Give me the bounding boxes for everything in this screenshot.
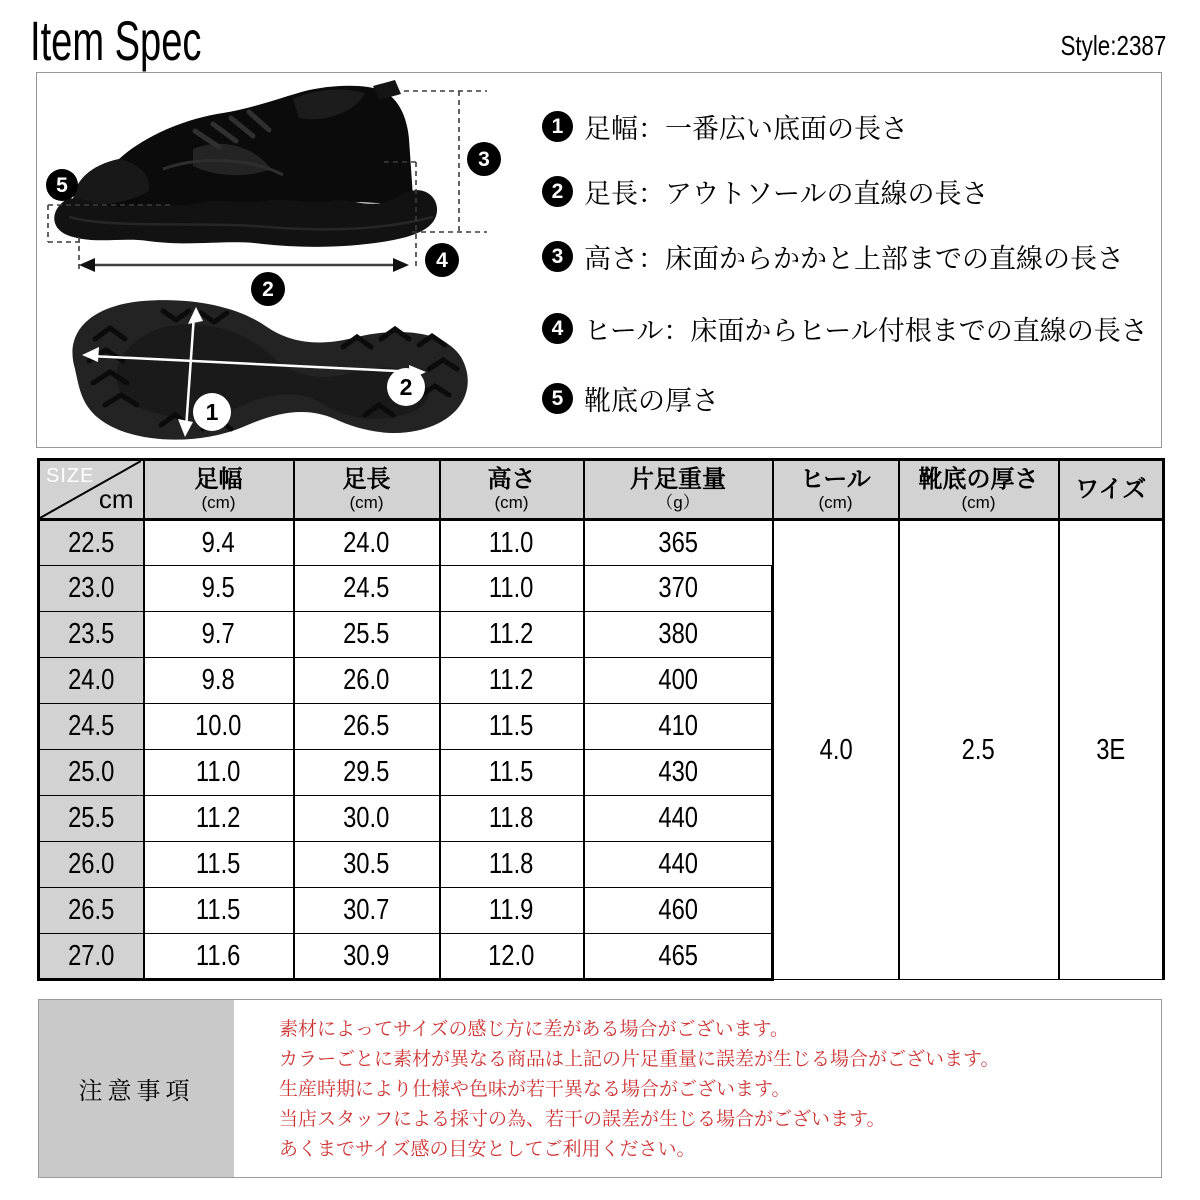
cell-foot-length: 26.0	[294, 658, 440, 704]
notes-body	[234, 1000, 1161, 1177]
column-header-heel: ヒール (cm)	[773, 460, 899, 520]
cell-foot-width: 11.0	[144, 750, 294, 796]
legend-number-badge: 5	[542, 383, 573, 414]
cell-foot-length: 24.0	[294, 520, 440, 566]
notes-line: 素材によってサイズの感じ方に差がある場合がございます。	[279, 1019, 789, 1040]
legend-item-2	[542, 172, 988, 211]
column-header-sole-thickness: 靴底の厚さ (cm)	[899, 460, 1059, 520]
cell-height: 11.0	[440, 520, 584, 566]
cell-size: 26.5	[39, 888, 144, 934]
cell-foot-width: 9.4	[144, 520, 294, 566]
notes-line: 生産時期により仕様や色味が若干異なる場合がございます。	[279, 1079, 791, 1100]
cell-foot-width: 11.6	[144, 934, 294, 980]
legend-item-1	[542, 107, 908, 146]
cell-size: 24.0	[39, 658, 144, 704]
cell-foot-length: 24.5	[294, 566, 440, 612]
cell-foot-width: 10.0	[144, 704, 294, 750]
measure-marker-3	[467, 142, 501, 176]
cell-height: 12.0	[440, 934, 584, 980]
notes-label: 注意事項	[39, 1000, 234, 1177]
cell-merged-width_grade: 3E	[1059, 520, 1164, 980]
size-table	[37, 458, 1165, 981]
corner-unit-label: cm	[98, 484, 134, 514]
cell-height: 11.2	[440, 658, 584, 704]
size-table-body	[39, 520, 1164, 980]
cell-foot-width: 11.2	[144, 796, 294, 842]
cell-weight: 370	[584, 566, 773, 612]
cell-foot-length: 26.5	[294, 704, 440, 750]
cell-size: 27.0	[39, 934, 144, 980]
cell-foot-length: 29.5	[294, 750, 440, 796]
cell-size: 23.5	[39, 612, 144, 658]
cell-height: 11.8	[440, 842, 584, 888]
marker-5-label: 5	[56, 174, 68, 197]
legend-text: 足幅：一番広い底面の長さ	[584, 114, 908, 144]
cell-foot-width: 9.8	[144, 658, 294, 704]
column-header-height: 高さ (cm)	[440, 460, 584, 520]
notes-box	[38, 999, 1162, 1178]
legend-item-4	[542, 309, 1148, 348]
legend-text: ヒール：床面からヒール付根までの直線の長さ	[584, 316, 1148, 346]
cell-size: 23.0	[39, 566, 144, 612]
measure-marker-4	[425, 243, 459, 277]
legend-item-5	[542, 379, 719, 418]
cell-merged-sole_thickness: 2.5	[899, 520, 1059, 980]
cell-weight: 465	[584, 934, 773, 980]
column-header-foot-width: 足幅 (cm)	[144, 460, 294, 520]
shoe-diagram	[43, 77, 543, 447]
cell-foot-width: 9.5	[144, 566, 294, 612]
cell-foot-length: 30.0	[294, 796, 440, 842]
legend-number-badge: 4	[542, 313, 573, 344]
measurement-diagram-box	[36, 72, 1162, 448]
marker-3-label: 3	[478, 148, 490, 171]
cell-height: 11.0	[440, 566, 584, 612]
legend-number-badge: 2	[542, 176, 573, 207]
legend-text: 靴底の厚さ	[584, 386, 719, 416]
cell-foot-length: 30.7	[294, 888, 440, 934]
table-corner-cell	[39, 460, 144, 520]
size-row	[39, 520, 1164, 566]
column-header-weight: 片足重量 （g）	[584, 460, 773, 520]
cell-size: 22.5	[39, 520, 144, 566]
marker-2-side-label: 2	[262, 278, 274, 301]
cell-merged-heel: 4.0	[773, 520, 899, 980]
cell-foot-length: 25.5	[294, 612, 440, 658]
cell-foot-length: 30.9	[294, 934, 440, 980]
measure-marker-1-sole	[193, 393, 231, 431]
cell-size: 24.5	[39, 704, 144, 750]
cell-foot-width: 11.5	[144, 888, 294, 934]
cell-height: 11.5	[440, 750, 584, 796]
legend-item-3	[542, 237, 1124, 276]
cell-weight: 460	[584, 888, 773, 934]
cell-height: 11.8	[440, 796, 584, 842]
notes-line: あくまでサイズ感の目安としてご利用ください。	[279, 1139, 696, 1160]
legend-text: 足長：アウトソールの直線の長さ	[584, 179, 989, 209]
notes-line: カラーごとに素材が異なる商品は上記の片足重量に誤差が生じる場合がございます。	[279, 1049, 1000, 1070]
cell-height: 11.2	[440, 612, 584, 658]
measure-marker-2-sole	[387, 368, 425, 406]
legend-number-badge: 1	[542, 111, 573, 142]
page-title: Item Spec	[30, 9, 202, 72]
cell-weight: 380	[584, 612, 773, 658]
marker-4-label: 4	[436, 249, 448, 272]
cell-weight: 365	[584, 520, 773, 566]
cell-size: 25.0	[39, 750, 144, 796]
column-header-foot-length: 足長 (cm)	[294, 460, 440, 520]
legend-text: 高さ：床面からかかと上部までの直線の長さ	[584, 244, 1124, 274]
cell-weight: 410	[584, 704, 773, 750]
cell-foot-width: 9.7	[144, 612, 294, 658]
cell-height: 11.5	[440, 704, 584, 750]
cell-weight: 440	[584, 796, 773, 842]
cell-weight: 400	[584, 658, 773, 704]
column-header-width-grade: ワイズ	[1059, 460, 1164, 520]
notes-line: 当店スタッフによる採寸の為、若干の誤差が生じる場合がございます。	[279, 1109, 886, 1130]
cell-height: 11.9	[440, 888, 584, 934]
header-row	[39, 460, 1164, 520]
marker-2-sole-label: 2	[399, 374, 413, 400]
style-number: Style:2387	[1060, 30, 1166, 61]
cell-foot-length: 30.5	[294, 842, 440, 888]
marker-1-sole-label: 1	[205, 399, 219, 425]
cell-size: 25.5	[39, 796, 144, 842]
measure-marker-5	[46, 169, 78, 201]
cell-weight: 440	[584, 842, 773, 888]
measure-marker-2-side	[251, 272, 285, 306]
shoe-side-view	[54, 80, 437, 247]
cell-size: 26.0	[39, 842, 144, 888]
corner-size-label: SIZE	[46, 465, 95, 487]
cell-foot-width: 11.5	[144, 842, 294, 888]
foot-length-arrow	[79, 258, 409, 272]
legend-number-badge: 3	[542, 241, 573, 272]
cell-weight: 430	[584, 750, 773, 796]
